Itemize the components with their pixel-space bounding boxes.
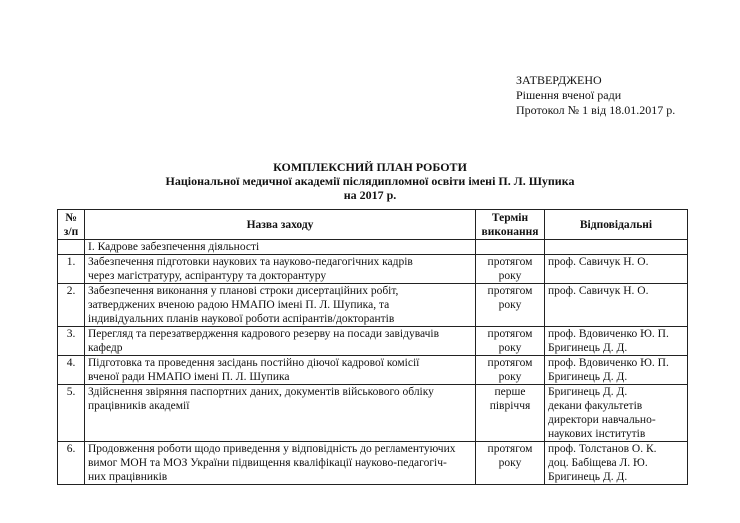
section-row xyxy=(58,240,688,255)
row-responsible xyxy=(545,442,688,485)
row-responsible-line: Бригинець Д. Д. xyxy=(548,342,628,354)
row-number: 5. xyxy=(58,385,85,442)
row-responsible xyxy=(545,255,688,284)
row-responsible-line: доц. Бабіщева Л. Ю. xyxy=(548,457,648,469)
row-responsible-line: декани факультетів xyxy=(548,400,643,412)
row-number: 1. xyxy=(58,255,85,284)
row-responsible-line: проф. Савичук Н. О. xyxy=(548,256,649,268)
approval-stamp xyxy=(516,73,675,118)
table-row xyxy=(58,284,688,327)
row-activity xyxy=(85,442,476,485)
row-term-line: протягом xyxy=(487,285,533,297)
header-term: Термін виконання xyxy=(476,210,545,240)
row-activity xyxy=(85,327,476,356)
row-responsible xyxy=(545,284,688,327)
row-activity-line: вченої ради НМАПО імені П. Л. Шупика xyxy=(88,371,290,383)
row-term xyxy=(476,284,545,327)
row-activity-line: через магістратуру, аспірантуру та докторантуру xyxy=(88,270,327,282)
row-activity-line: Перегляд та перезатвердження кадрового резерву на посади завідувачів xyxy=(88,328,440,340)
row-responsible-line: проф. Вдовиченко Ю. П. xyxy=(548,328,669,340)
row-number: 3. xyxy=(58,327,85,356)
row-activity xyxy=(85,255,476,284)
row-term-line: року xyxy=(498,342,522,354)
row-term-line: року xyxy=(498,457,522,469)
table-row xyxy=(58,385,688,442)
row-term-line: року xyxy=(498,270,522,282)
approval-decision: Рішення вченої ради xyxy=(516,88,622,102)
header-responsible: Відповідальні xyxy=(545,210,688,240)
row-activity-line: Забезпечення підготовки наукових та науково-педагогічних кадрів xyxy=(88,256,413,268)
table-row xyxy=(58,356,688,385)
row-responsible-line: проф. Савичук Н. О. xyxy=(548,285,649,297)
row-number: 2. xyxy=(58,284,85,327)
row-term xyxy=(476,356,545,385)
row-activity xyxy=(85,284,476,327)
row-responsible-line: проф. Толстанов О. К. xyxy=(548,443,657,455)
row-term-line: протягом xyxy=(487,256,533,268)
row-responsible xyxy=(545,327,688,356)
row-term-line: року xyxy=(498,371,522,383)
row-activity-line: затверджених вченою радою НМАПО імені П. Л. Шупика, та xyxy=(88,299,390,311)
row-responsible-line: Бригинець Д. Д. xyxy=(548,471,628,483)
row-activity-line: Забезпечення виконання у планові строки дисертаційних робіт, xyxy=(88,285,399,297)
row-responsible-line: наукових інститутів xyxy=(548,428,646,440)
row-activity-line: кафедр xyxy=(88,342,123,354)
row-number: 6. xyxy=(58,442,85,485)
plan-table xyxy=(57,209,688,485)
row-term xyxy=(476,255,545,284)
row-activity-line: Здійснення звіряння паспортних даних, документів військового обліку xyxy=(88,386,434,398)
row-activity xyxy=(85,385,476,442)
row-term-line: півріччя xyxy=(489,400,531,412)
section-title: І. Кадрове забезпечення діяльності xyxy=(85,240,476,255)
table-row xyxy=(58,442,688,485)
plan-rows xyxy=(58,255,688,485)
row-activity-line: Продовження роботи щодо приведення у відповідність до регламентуючих xyxy=(88,443,456,455)
row-responsible-line: директори навчально- xyxy=(548,414,656,426)
header-number: № з/п xyxy=(58,210,85,240)
row-responsible xyxy=(545,356,688,385)
row-activity-line: Підготовка та проведення засідань постійно діючої кадрової комісії xyxy=(88,357,420,369)
row-activity-line: них працівників xyxy=(88,471,168,483)
plan-year: на 2017 р. xyxy=(343,188,397,202)
row-responsible-line: Бригинець Д. Д. xyxy=(548,386,628,398)
row-responsible-line: Бригинець Д. Д. xyxy=(548,371,628,383)
row-activity xyxy=(85,356,476,385)
document-heading xyxy=(0,160,740,202)
row-term-line: року xyxy=(498,299,522,311)
row-responsible xyxy=(545,385,688,442)
row-activity-line: індивідуальних планів наукової роботи аспірантів/докторантів xyxy=(88,313,395,325)
row-term xyxy=(476,385,545,442)
row-responsible-line: проф. Вдовиченко Ю. П. xyxy=(548,357,669,369)
row-activity-line: вимог МОН та МОЗ України підвищення кваліфікації науково-педагогіч- xyxy=(88,457,447,469)
row-term-line: протягом xyxy=(487,443,533,455)
approval-protocol: Протокол № 1 від 18.01.2017 р. xyxy=(516,103,676,117)
row-term-line: перше xyxy=(494,386,526,398)
row-term xyxy=(476,442,545,485)
page-title: КОМПЛЕКСНИЙ ПЛАН РОБОТИ xyxy=(273,160,467,174)
table-row xyxy=(58,327,688,356)
row-term-line: протягом xyxy=(487,328,533,340)
approval-title: ЗАТВЕРДЖЕНО xyxy=(516,73,602,87)
row-term xyxy=(476,327,545,356)
table-header-row xyxy=(58,210,688,240)
table-row xyxy=(58,255,688,284)
row-term-line: протягом xyxy=(487,357,533,369)
row-number: 4. xyxy=(58,356,85,385)
institution-name: Національної медичної академії післядипломної освіти імені П. Л. Шупика xyxy=(165,174,575,188)
header-name: Назва заходу xyxy=(85,210,476,240)
row-activity-line: працівників академії xyxy=(88,400,190,412)
